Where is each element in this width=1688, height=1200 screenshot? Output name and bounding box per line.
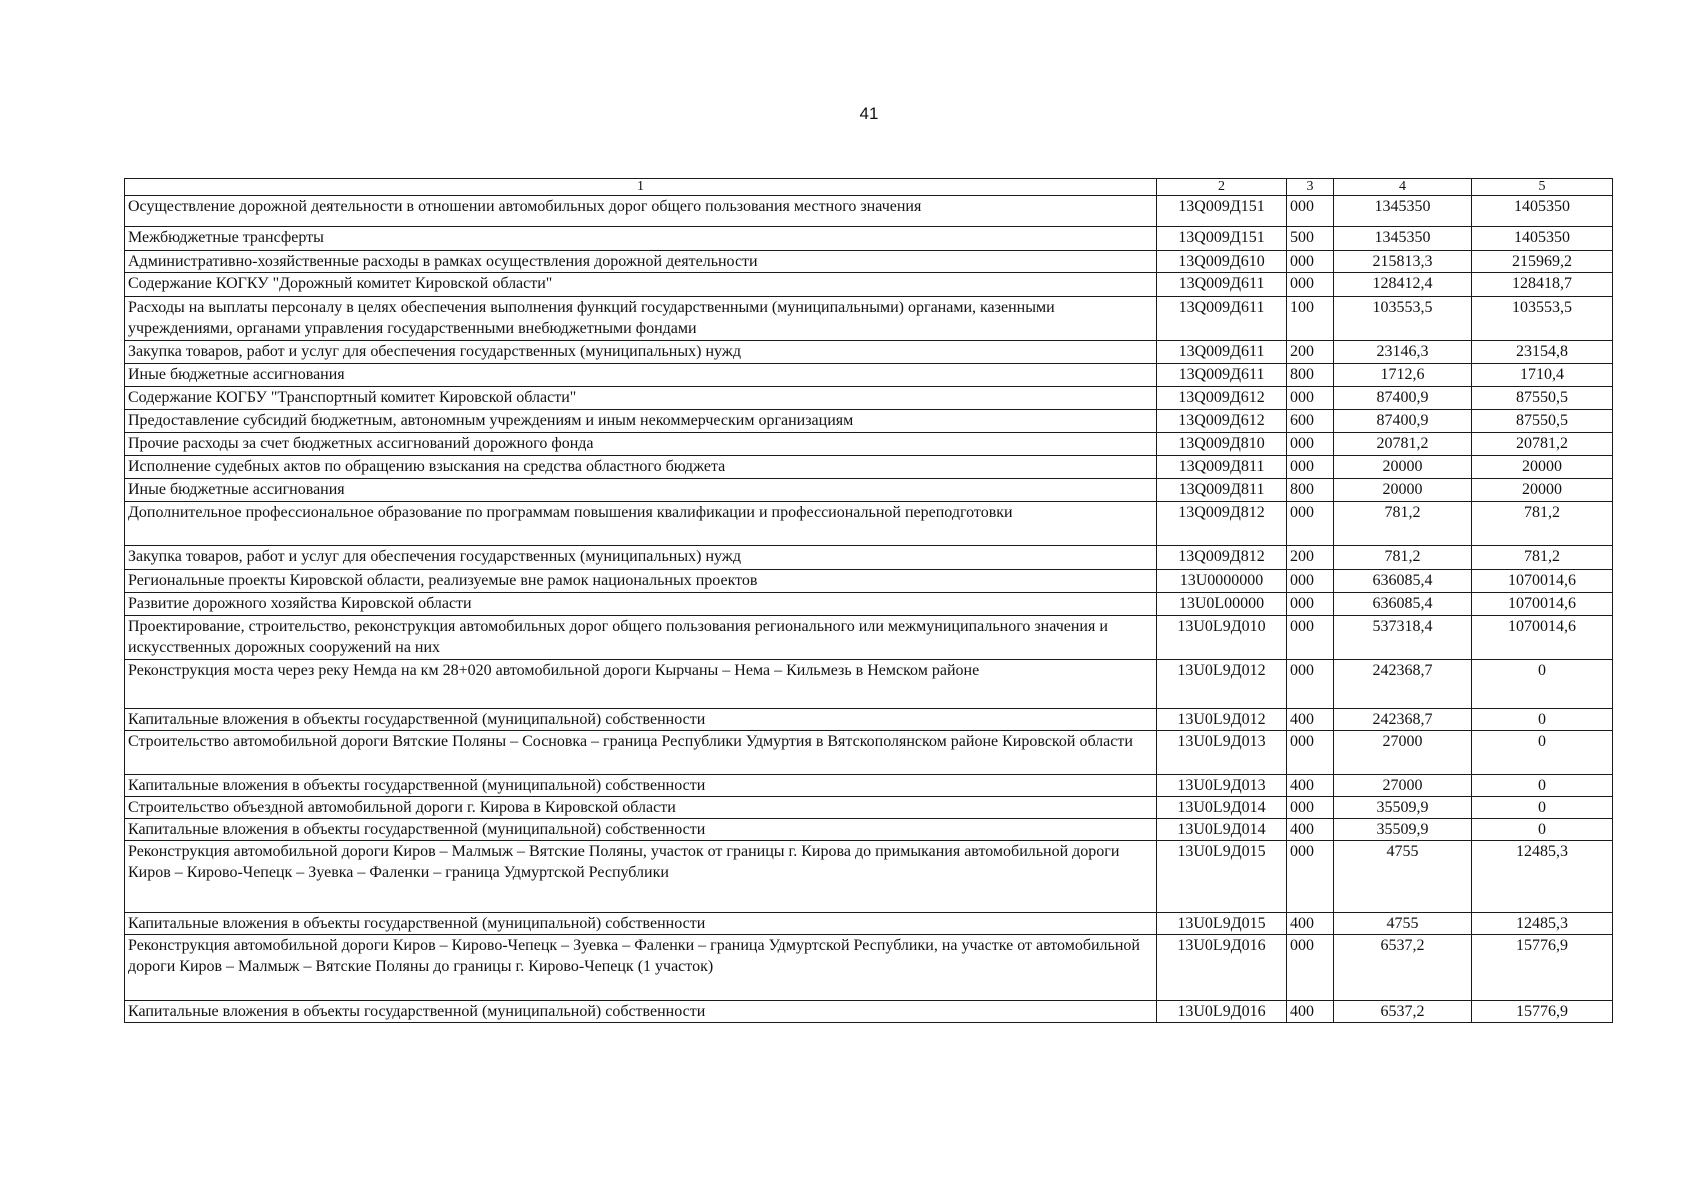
target-code-cell: 13U0L9Д010: [1157, 616, 1287, 660]
expense-type-cell: 500: [1287, 227, 1334, 251]
table-row: [125, 251, 1613, 273]
amount-year-1-cell: 20781,2: [1334, 433, 1472, 456]
amount-year-1-cell: 781,2: [1334, 502, 1472, 546]
target-code-cell: 13Q009Д151: [1157, 227, 1287, 251]
target-code-cell: 13Q009Д612: [1157, 387, 1287, 410]
budget-table-body: [125, 179, 1613, 1023]
amount-year-2-cell: 20781,2: [1472, 433, 1613, 456]
amount-year-2-cell: 0: [1472, 660, 1613, 709]
expense-type-cell: 000: [1287, 731, 1334, 775]
table-row: [125, 387, 1613, 410]
target-code-cell: 13U0L9Д015: [1157, 913, 1287, 935]
expense-type-cell: 000: [1287, 502, 1334, 546]
expense-type-cell: 000: [1287, 797, 1334, 819]
description-cell: Строительство автомобильной дороги Вятские Поляны – Сосновка – граница Республики Удмуртия в Вятскополянском районе Кировской области: [125, 731, 1157, 775]
expense-type-cell: 400: [1287, 819, 1334, 841]
amount-year-1-cell: 20000: [1334, 456, 1472, 479]
table-row: [125, 410, 1613, 433]
table-row: [125, 819, 1613, 841]
table-row: [125, 433, 1613, 456]
expense-type-cell: 400: [1287, 775, 1334, 797]
description-cell: Расходы на выплаты персоналу в целях обеспечения выполнения функций государственными (муниципальными) органами, казенными учреждениями, органами управления государственными внебюджетными фондами: [125, 297, 1157, 341]
target-code-cell: 13Q009Д151: [1157, 196, 1287, 227]
header-cell: 1: [125, 179, 1157, 196]
target-code-cell: 13Q009Д611: [1157, 297, 1287, 341]
table-row: [125, 660, 1613, 709]
expense-type-cell: 000: [1287, 935, 1334, 1001]
table-row: [125, 731, 1613, 775]
expense-type-cell: 000: [1287, 570, 1334, 593]
target-code-cell: 13Q009Д611: [1157, 273, 1287, 297]
expense-type-cell: 400: [1287, 913, 1334, 935]
amount-year-2-cell: 87550,5: [1472, 410, 1613, 433]
amount-year-2-cell: 0: [1472, 775, 1613, 797]
description-cell: Капитальные вложения в объекты государственной (муниципальной) собственности: [125, 709, 1157, 731]
description-cell: Реконструкция автомобильной дороги Киров – Малмыж – Вятские Поляны, участок от границы г. Кирова до примыкания автомобильной дороги Киров – Кирово-Чепецк – Зуевка – Фаленки – граница Удмуртской Республики: [125, 841, 1157, 913]
amount-year-2-cell: 1070014,6: [1472, 616, 1613, 660]
amount-year-2-cell: 103553,5: [1472, 297, 1613, 341]
target-code-cell: 13U0L9Д016: [1157, 935, 1287, 1001]
amount-year-1-cell: 128412,4: [1334, 273, 1472, 297]
expense-type-cell: 400: [1287, 1001, 1334, 1023]
target-code-cell: 13Q009Д812: [1157, 546, 1287, 570]
table-row: [125, 502, 1613, 546]
amount-year-1-cell: 23146,3: [1334, 341, 1472, 364]
amount-year-2-cell: 20000: [1472, 456, 1613, 479]
target-code-cell: 13U0000000: [1157, 570, 1287, 593]
amount-year-1-cell: 87400,9: [1334, 410, 1472, 433]
table-row: [125, 297, 1613, 341]
description-cell: Дополнительное профессиональное образование по программам повышения квалификации и профессиональной переподготовки: [125, 502, 1157, 546]
amount-year-1-cell: 87400,9: [1334, 387, 1472, 410]
expense-type-cell: 000: [1287, 841, 1334, 913]
table-row: [125, 273, 1613, 297]
amount-year-1-cell: 781,2: [1334, 546, 1472, 570]
expense-type-cell: 000: [1287, 273, 1334, 297]
expense-type-cell: 800: [1287, 479, 1334, 502]
description-cell: Региональные проекты Кировской области, реализуемые вне рамок национальных проектов: [125, 570, 1157, 593]
table-row: [125, 1001, 1613, 1023]
expense-type-cell: 000: [1287, 433, 1334, 456]
description-cell: Предоставление субсидий бюджетным, автономным учреждениям и иным некоммерческим организациям: [125, 410, 1157, 433]
description-cell: Капитальные вложения в объекты государственной (муниципальной) собственности: [125, 819, 1157, 841]
description-cell: Иные бюджетные ассигнования: [125, 479, 1157, 502]
amount-year-2-cell: 15776,9: [1472, 1001, 1613, 1023]
expense-type-cell: 000: [1287, 660, 1334, 709]
expense-type-cell: 000: [1287, 456, 1334, 479]
table-row: [125, 456, 1613, 479]
amount-year-1-cell: 6537,2: [1334, 1001, 1472, 1023]
table-row: [125, 913, 1613, 935]
target-code-cell: 13U0L00000: [1157, 593, 1287, 616]
expense-type-cell: 000: [1287, 593, 1334, 616]
table-header-row: [125, 179, 1613, 196]
target-code-cell: 13Q009Д812: [1157, 502, 1287, 546]
target-code-cell: 13U0L9Д014: [1157, 797, 1287, 819]
amount-year-2-cell: 1405350: [1472, 196, 1613, 227]
expense-type-cell: 000: [1287, 387, 1334, 410]
table-row: [125, 709, 1613, 731]
description-cell: Прочие расходы за счет бюджетных ассигнований дорожного фонда: [125, 433, 1157, 456]
amount-year-1-cell: 27000: [1334, 775, 1472, 797]
table-row: [125, 775, 1613, 797]
description-cell: Закупка товаров, работ и услуг для обеспечения государственных (муниципальных) нужд: [125, 341, 1157, 364]
header-cell: 5: [1472, 179, 1613, 196]
amount-year-1-cell: 215813,3: [1334, 251, 1472, 273]
description-cell: Исполнение судебных актов по обращению взыскания на средства областного бюджета: [125, 456, 1157, 479]
amount-year-1-cell: 35509,9: [1334, 819, 1472, 841]
amount-year-1-cell: 1345350: [1334, 196, 1472, 227]
table-row: [125, 196, 1613, 227]
amount-year-2-cell: 0: [1472, 819, 1613, 841]
amount-year-1-cell: 20000: [1334, 479, 1472, 502]
expense-type-cell: 000: [1287, 251, 1334, 273]
target-code-cell: 13U0L9Д014: [1157, 819, 1287, 841]
target-code-cell: 13U0L9Д015: [1157, 841, 1287, 913]
table-row: [125, 797, 1613, 819]
amount-year-2-cell: 128418,7: [1472, 273, 1613, 297]
amount-year-1-cell: 1712,6: [1334, 364, 1472, 387]
description-cell: Строительство объездной автомобильной дороги г. Кирова в Кировской области: [125, 797, 1157, 819]
table-row: [125, 935, 1613, 1001]
header-cell: 4: [1334, 179, 1472, 196]
amount-year-2-cell: 1070014,6: [1472, 570, 1613, 593]
expense-type-cell: 200: [1287, 341, 1334, 364]
amount-year-2-cell: 0: [1472, 709, 1613, 731]
expense-type-cell: 000: [1287, 196, 1334, 227]
amount-year-2-cell: 215969,2: [1472, 251, 1613, 273]
amount-year-1-cell: 537318,4: [1334, 616, 1472, 660]
page-number: 41: [859, 104, 879, 123]
description-cell: Капитальные вложения в объекты государственной (муниципальной) собственности: [125, 775, 1157, 797]
target-code-cell: 13U0L9Д013: [1157, 731, 1287, 775]
amount-year-2-cell: 0: [1472, 797, 1613, 819]
description-cell: Административно-хозяйственные расходы в рамках осуществления дорожной деятельности: [125, 251, 1157, 273]
expense-type-cell: 000: [1287, 616, 1334, 660]
description-cell: Иные бюджетные ассигнования: [125, 364, 1157, 387]
amount-year-1-cell: 4755: [1334, 913, 1472, 935]
target-code-cell: 13Q009Д810: [1157, 433, 1287, 456]
amount-year-1-cell: 4755: [1334, 841, 1472, 913]
target-code-cell: 13Q009Д811: [1157, 479, 1287, 502]
header-cell: 2: [1157, 179, 1287, 196]
table-row: [125, 616, 1613, 660]
amount-year-2-cell: 87550,5: [1472, 387, 1613, 410]
target-code-cell: 13U0L9Д013: [1157, 775, 1287, 797]
amount-year-2-cell: 23154,8: [1472, 341, 1613, 364]
amount-year-1-cell: 103553,5: [1334, 297, 1472, 341]
description-cell: Содержание КОГБУ "Транспортный комитет Кировской области": [125, 387, 1157, 410]
amount-year-2-cell: 1070014,6: [1472, 593, 1613, 616]
target-code-cell: 13Q009Д611: [1157, 341, 1287, 364]
amount-year-1-cell: 636085,4: [1334, 593, 1472, 616]
amount-year-1-cell: 636085,4: [1334, 570, 1472, 593]
amount-year-2-cell: 781,2: [1472, 502, 1613, 546]
amount-year-2-cell: 20000: [1472, 479, 1613, 502]
expense-type-cell: 800: [1287, 364, 1334, 387]
description-cell: Реконструкция моста через реку Немда на км 28+020 автомобильной дороги Кырчаны – Нема – Кильмезь в Немском районе: [125, 660, 1157, 709]
description-cell: Реконструкция автомобильной дороги Киров – Кирово-Чепецк – Зуевка – Фаленки – граница Удмуртской Республики, на участке от автомобильной дороги Киров – Малмыж – Вятские Поляны до границы г. Кирово-Чепецк (1 участок): [125, 935, 1157, 1001]
amount-year-2-cell: 12485,3: [1472, 913, 1613, 935]
target-code-cell: 13Q009Д611: [1157, 364, 1287, 387]
table-row: [125, 341, 1613, 364]
description-cell: Проектирование, строительство, реконструкция автомобильных дорог общего пользования регионального или межмуниципального значения и искусственных дорожных сооружений на них: [125, 616, 1157, 660]
table-row: [125, 227, 1613, 251]
table-row: [125, 479, 1613, 502]
description-cell: Развитие дорожного хозяйства Кировской области: [125, 593, 1157, 616]
description-cell: Капитальные вложения в объекты государственной (муниципальной) собственности: [125, 913, 1157, 935]
expense-type-cell: 100: [1287, 297, 1334, 341]
table-row: [125, 546, 1613, 570]
description-cell: Осуществление дорожной деятельности в отношении автомобильных дорог общего пользования местного значения: [125, 196, 1157, 227]
amount-year-1-cell: 27000: [1334, 731, 1472, 775]
target-code-cell: 13Q009Д612: [1157, 410, 1287, 433]
expense-type-cell: 600: [1287, 410, 1334, 433]
target-code-cell: 13Q009Д610: [1157, 251, 1287, 273]
description-cell: Капитальные вложения в объекты государственной (муниципальной) собственности: [125, 1001, 1157, 1023]
amount-year-2-cell: 1710,4: [1472, 364, 1613, 387]
amount-year-2-cell: 781,2: [1472, 546, 1613, 570]
description-cell: Закупка товаров, работ и услуг для обеспечения государственных (муниципальных) нужд: [125, 546, 1157, 570]
amount-year-2-cell: 0: [1472, 731, 1613, 775]
amount-year-2-cell: 15776,9: [1472, 935, 1613, 1001]
amount-year-2-cell: 1405350: [1472, 227, 1613, 251]
table-row: [125, 570, 1613, 593]
amount-year-1-cell: 35509,9: [1334, 797, 1472, 819]
amount-year-1-cell: 1345350: [1334, 227, 1472, 251]
target-code-cell: 13U0L9Д012: [1157, 709, 1287, 731]
target-code-cell: 13U0L9Д012: [1157, 660, 1287, 709]
expense-type-cell: 400: [1287, 709, 1334, 731]
amount-year-2-cell: 12485,3: [1472, 841, 1613, 913]
description-cell: Содержание КОГКУ "Дорожный комитет Кировской области": [125, 273, 1157, 297]
table-row: [125, 364, 1613, 387]
target-code-cell: 13U0L9Д016: [1157, 1001, 1287, 1023]
target-code-cell: 13Q009Д811: [1157, 456, 1287, 479]
amount-year-1-cell: 242368,7: [1334, 660, 1472, 709]
table-row: [125, 593, 1613, 616]
table-row: [125, 841, 1613, 913]
header-cell: 3: [1287, 179, 1334, 196]
budget-table: [124, 178, 1613, 1023]
amount-year-1-cell: 242368,7: [1334, 709, 1472, 731]
description-cell: Межбюджетные трансферты: [125, 227, 1157, 251]
expense-type-cell: 200: [1287, 546, 1334, 570]
amount-year-1-cell: 6537,2: [1334, 935, 1472, 1001]
